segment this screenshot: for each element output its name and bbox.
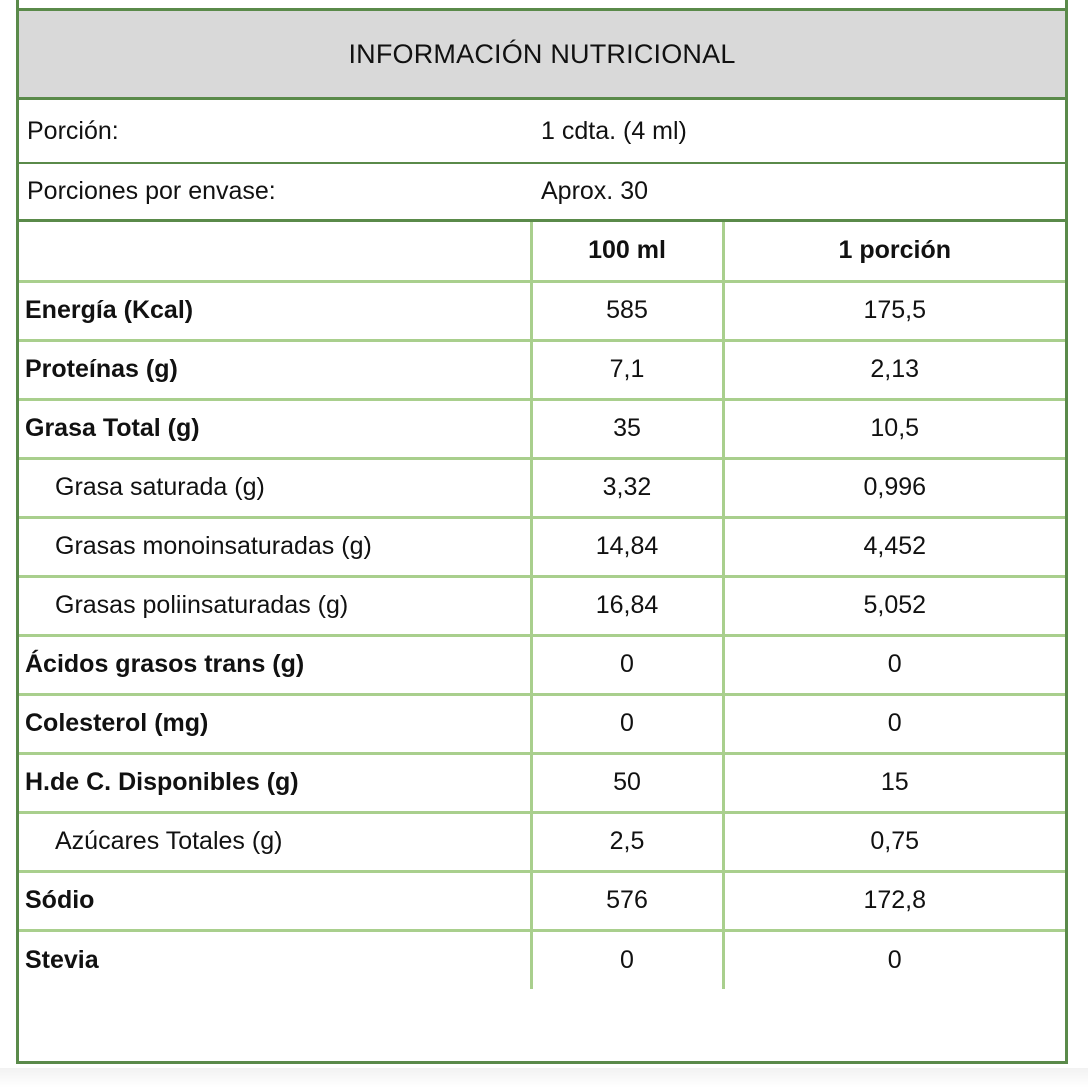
nutrition-table — [19, 222, 1065, 989]
nutrient-name: Energía (Kcal) — [19, 281, 531, 340]
top-border-strip — [19, 0, 1065, 11]
table-row — [19, 871, 1065, 930]
table-row — [19, 576, 1065, 635]
nutrition-title: INFORMACIÓN NUTRICIONAL — [19, 11, 1065, 100]
value-per-100ml: 576 — [531, 871, 723, 930]
column-header-portion: 1 porción — [723, 222, 1065, 281]
nutrient-name: Proteínas (g) — [19, 340, 531, 399]
nutrient-name: Stevia — [19, 930, 531, 989]
nutrient-name: Ácidos grasos trans (g) — [19, 635, 531, 694]
nutrient-name: H.de C. Disponibles (g) — [19, 753, 531, 812]
servings-label: Porciones por envase: — [27, 177, 276, 205]
value-per-portion: 0,996 — [723, 458, 1065, 517]
nutrient-name: Colesterol (mg) — [19, 694, 531, 753]
value-per-100ml: 0 — [531, 930, 723, 989]
table-row — [19, 930, 1065, 989]
column-header-100ml: 100 ml — [531, 222, 723, 281]
nutrient-name: Grasa Total (g) — [19, 399, 531, 458]
value-per-portion: 0 — [723, 930, 1065, 989]
value-per-100ml: 50 — [531, 753, 723, 812]
value-per-portion: 0,75 — [723, 812, 1065, 871]
column-header-nutrient — [19, 222, 531, 281]
value-per-100ml: 2,5 — [531, 812, 723, 871]
table-row — [19, 340, 1065, 399]
nutrient-name: Grasas monoinsaturadas (g) — [19, 517, 531, 576]
value-per-100ml: 0 — [531, 694, 723, 753]
value-per-100ml: 3,32 — [531, 458, 723, 517]
value-per-100ml: 35 — [531, 399, 723, 458]
page-shadow — [0, 1068, 1088, 1088]
value-per-100ml: 0 — [531, 635, 723, 694]
value-per-100ml: 14,84 — [531, 517, 723, 576]
portion-label: Porción: — [27, 116, 119, 145]
portion-row — [19, 100, 1065, 164]
table-header-row — [19, 222, 1065, 281]
table-row — [19, 399, 1065, 458]
value-per-portion: 0 — [723, 635, 1065, 694]
nutrition-label — [16, 0, 1068, 1064]
value-per-100ml: 585 — [531, 281, 723, 340]
table-row — [19, 635, 1065, 694]
nutrition-table-body — [19, 281, 1065, 989]
servings-value: Aprox. 30 — [541, 177, 649, 205]
table-row — [19, 517, 1065, 576]
servings-row — [19, 164, 1065, 222]
portion-value: 1 cdta. (4 ml) — [541, 116, 687, 145]
value-per-portion: 2,13 — [723, 340, 1065, 399]
table-row — [19, 281, 1065, 340]
value-per-100ml: 7,1 — [531, 340, 723, 399]
nutrient-name: Grasas poliinsaturadas (g) — [19, 576, 531, 635]
table-row — [19, 753, 1065, 812]
value-per-100ml: 16,84 — [531, 576, 723, 635]
value-per-portion: 175,5 — [723, 281, 1065, 340]
nutrient-name: Sódio — [19, 871, 531, 930]
nutrient-name: Grasa saturada (g) — [19, 458, 531, 517]
table-row — [19, 694, 1065, 753]
table-row — [19, 458, 1065, 517]
value-per-portion: 15 — [723, 753, 1065, 812]
value-per-portion: 5,052 — [723, 576, 1065, 635]
value-per-portion: 172,8 — [723, 871, 1065, 930]
nutrient-name: Azúcares Totales (g) — [19, 812, 531, 871]
table-row — [19, 812, 1065, 871]
value-per-portion: 10,5 — [723, 399, 1065, 458]
value-per-portion: 4,452 — [723, 517, 1065, 576]
value-per-portion: 0 — [723, 694, 1065, 753]
